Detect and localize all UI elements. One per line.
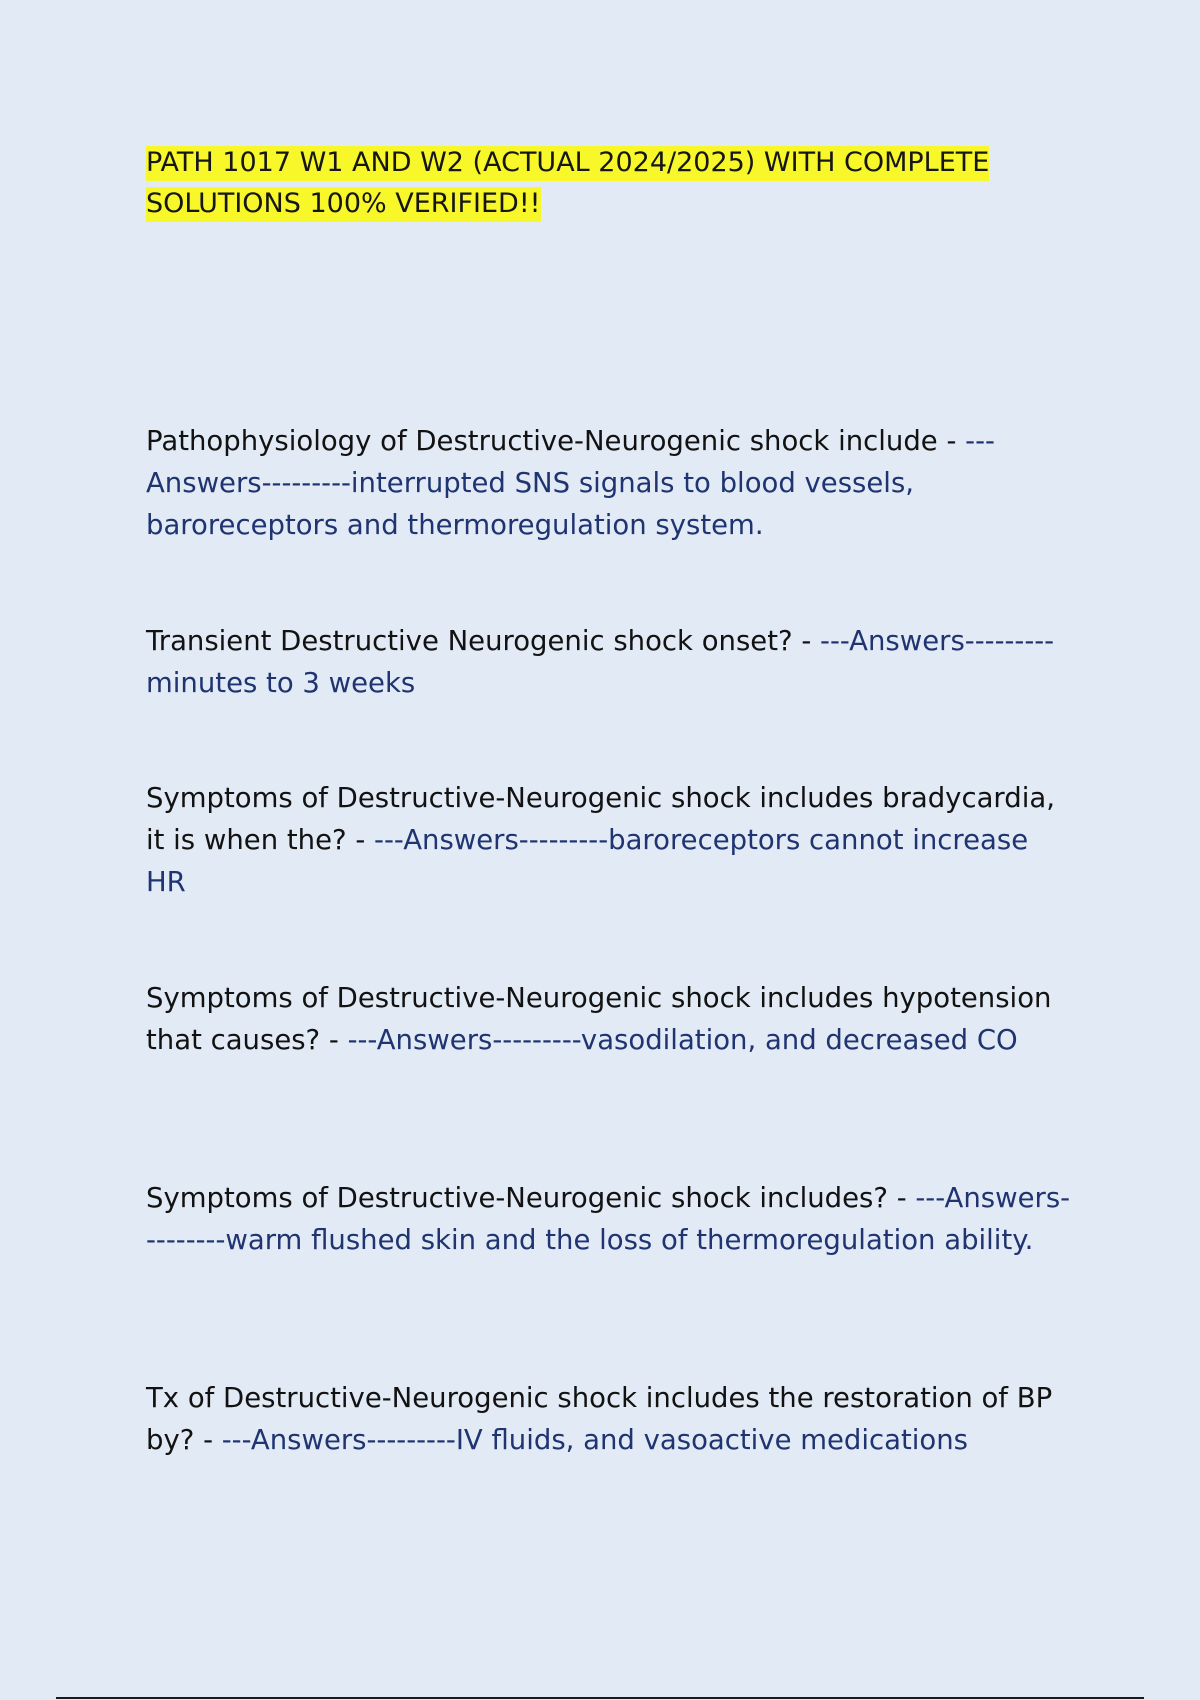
answer-text: ---Answers---------minutes to 3 weeks	[146, 625, 1055, 699]
answer-text: ---Answers---------vasodilation, and decreased CO	[347, 1024, 1018, 1056]
question-text: Symptoms of Destructive-Neurogenic shock includes bradycardia, it is when the? -	[146, 782, 1055, 856]
answer-text: ---Answers---------IV fluids, and vasoactive medications	[221, 1424, 969, 1456]
bottom-divider	[56, 1697, 1144, 1699]
question-text: Symptoms of Destructive-Neurogenic shock includes? -	[146, 1182, 916, 1214]
qa-item-2	[146, 620, 1076, 704]
qa-item-1	[146, 420, 1076, 546]
answer-text: ---Answers---------warm flushed skin and the loss of thermoregulation ability.	[146, 1182, 1071, 1256]
answer-text: ---Answers---------interrupted SNS signals to blood vessels, baroreceptors and thermoregulation system.	[146, 425, 995, 541]
question-text: Symptoms of Destructive-Neurogenic shock includes hypotension that causes? -	[146, 982, 1052, 1056]
document-title	[146, 142, 1046, 224]
qa-item-6	[146, 1377, 1076, 1461]
question-text: Pathophysiology of Destructive-Neurogenic shock include -	[146, 425, 966, 457]
qa-item-3	[146, 777, 1076, 903]
qa-item-5	[146, 1177, 1076, 1261]
question-text: Tx of Destructive-Neurogenic shock includes the restoration of BP by? -	[146, 1382, 1053, 1456]
question-text: Transient Destructive Neurogenic shock onset? -	[146, 625, 821, 657]
answer-text: ---Answers---------baroreceptors cannot increase HR	[146, 824, 1029, 898]
qa-item-4	[146, 977, 1076, 1061]
title-highlight: PATH 1017 W1 AND W2 (ACTUAL 2024/2025) WITH COMPLETE SOLUTIONS 100% VERIFIED!!	[146, 146, 989, 222]
